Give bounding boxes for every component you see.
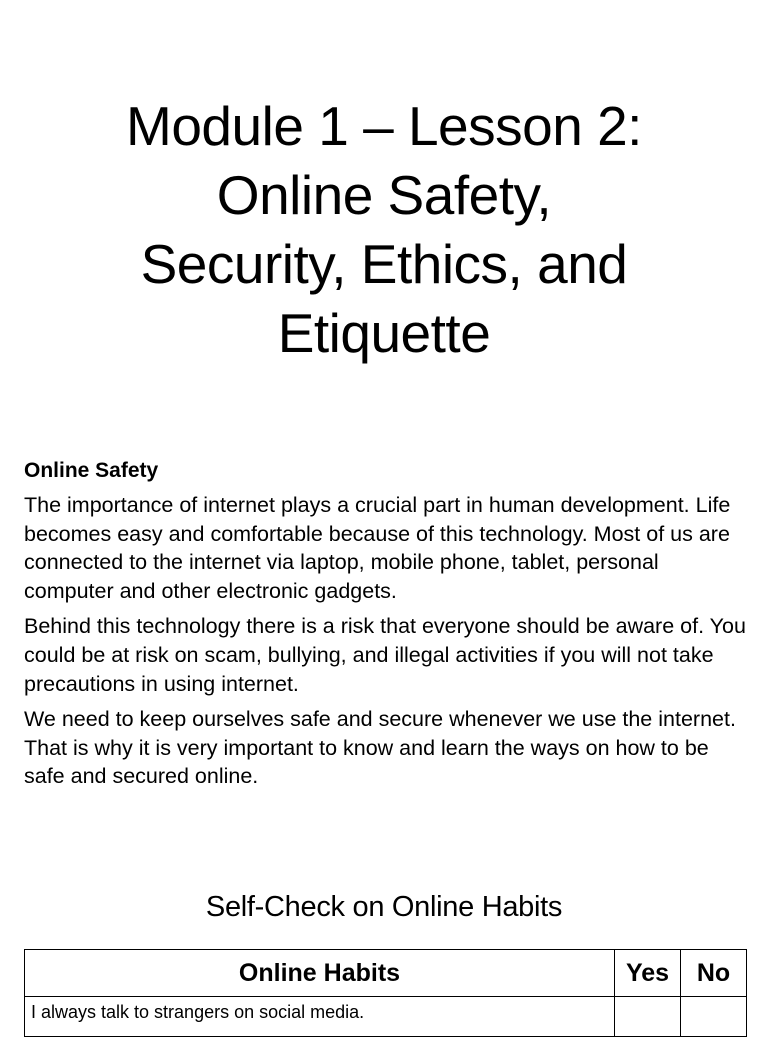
column-header-no: No	[681, 950, 747, 997]
title-line: Online Safety,	[216, 164, 552, 226]
column-header-yes: Yes	[615, 950, 681, 997]
habit-cell: I always talk to strangers on social media.	[25, 997, 615, 1037]
table-header-row	[25, 950, 747, 997]
title-line: Etiquette	[277, 302, 491, 364]
yes-cell[interactable]	[615, 997, 681, 1037]
title-line: Security, Ethics, and	[140, 233, 628, 295]
paragraph: We need to keep ourselves safe and secure whenever we use the internet. That is why it is very important to know and learn the ways on how to be safe and secured online.	[24, 707, 736, 789]
paragraph: The importance of internet plays a crucial part in human development. Life becomes easy and comfortable because of this technology. Most of us are connected to the internet via laptop, mobile phone, tablet, personal computer and other electronic gadgets.	[24, 493, 731, 603]
section-heading: Online Safety	[24, 459, 159, 482]
title-line: Module 1 – Lesson 2:	[126, 95, 642, 157]
column-header-online-habits: Online Habits	[25, 950, 615, 997]
self-check-title: Self-Check on Online Habits	[205, 891, 563, 923]
table-row	[25, 997, 747, 1037]
online-safety-section	[24, 457, 748, 798]
lesson-title	[0, 92, 768, 368]
no-cell[interactable]	[681, 997, 747, 1037]
paragraph: Behind this technology there is a risk that everyone should be aware of. You could be at risk on scam, bullying, and illegal activities if you will not take precautions in using internet.	[24, 614, 746, 696]
